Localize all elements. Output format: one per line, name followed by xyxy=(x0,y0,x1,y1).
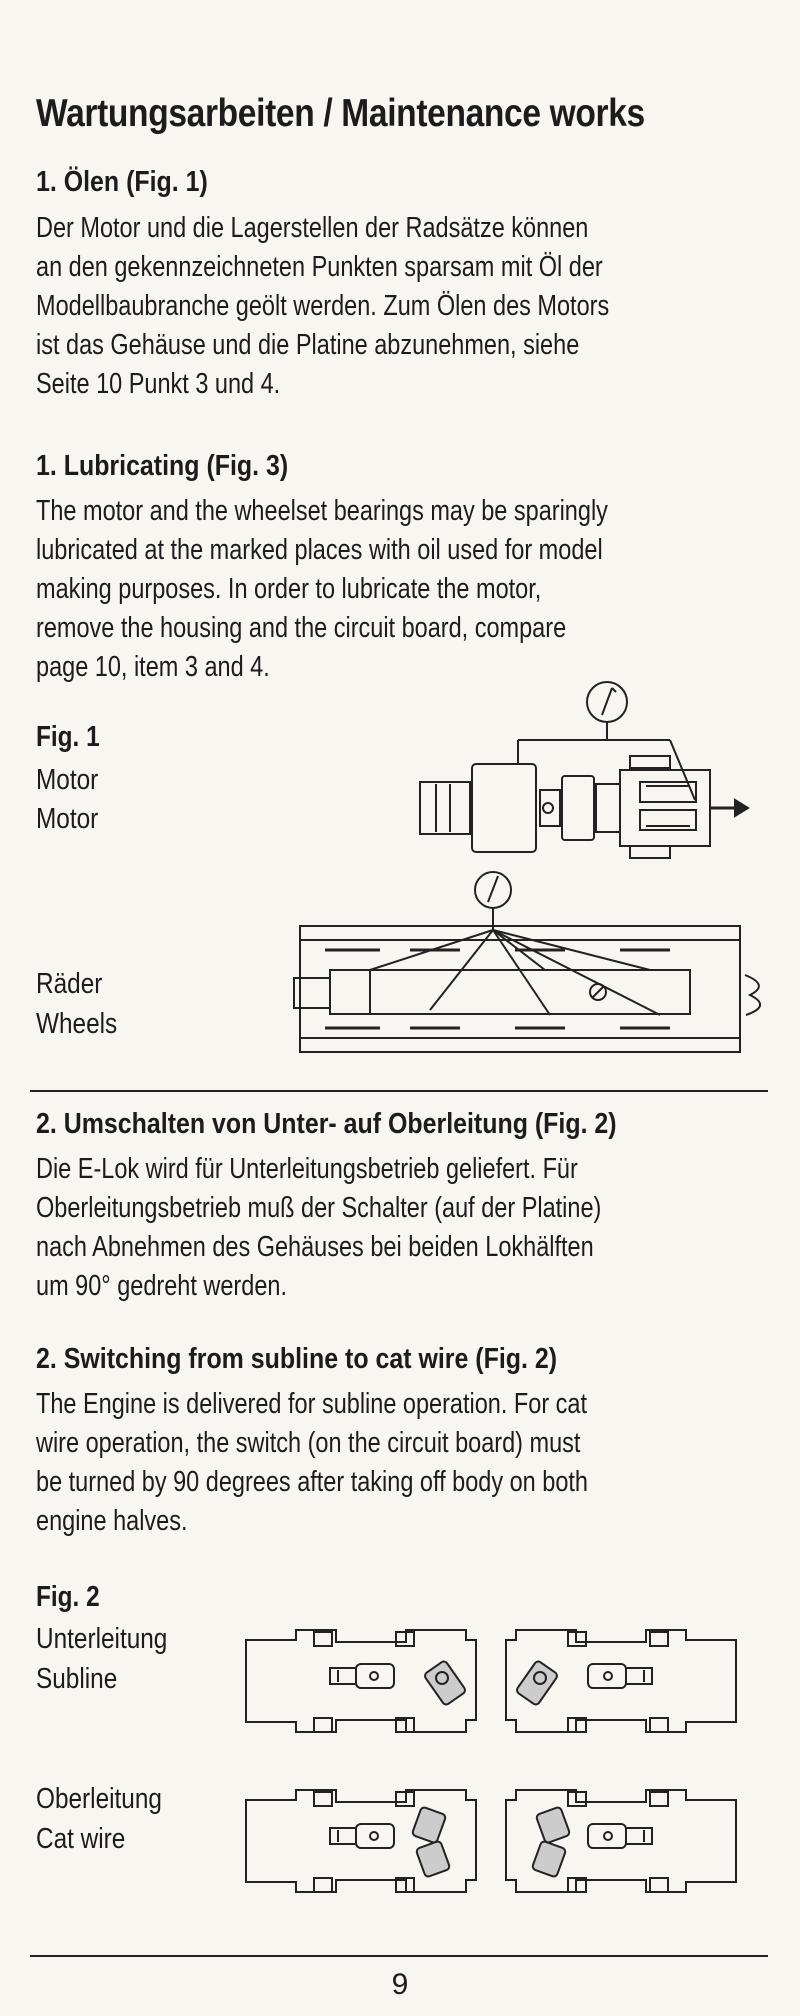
figure2-catwire-en-label: Cat wire xyxy=(36,1823,126,1855)
section1-en-line: lubricated at the marked places with oil used for model xyxy=(36,534,603,566)
figure1-drawing xyxy=(280,680,780,1060)
footer-divider xyxy=(30,1955,768,1957)
figure2-subline-en-label: Subline xyxy=(36,1663,118,1695)
section2-de-heading: 2. Umschalten von Unter- auf Oberleitung (Fig. 2) xyxy=(36,1108,617,1140)
section2-de-line: Die E-Lok wird für Unterleitungsbetrieb geliefert. Für xyxy=(36,1153,578,1185)
section1-de-heading: 1. Ölen (Fig. 1) xyxy=(36,166,208,198)
board-subline-left xyxy=(246,1630,476,1732)
section1-de-line: an den gekennzeichneten Punkten sparsam mit Öl der xyxy=(36,251,603,283)
section1-en-line: making purposes. In order to lubricate the motor, xyxy=(36,573,542,605)
section1-de-line: Seite 10 Punkt 3 und 4. xyxy=(36,368,281,400)
chassis-drawing xyxy=(294,926,760,1052)
figure2-drawing xyxy=(236,1620,756,1920)
section2-en-line: The Engine is delivered for subline operation. For cat xyxy=(36,1388,588,1420)
section1-en-line: page 10, item 3 and 4. xyxy=(36,651,270,683)
section1-en-line: remove the housing and the circuit board, compare xyxy=(36,612,567,644)
section2-en-heading: 2. Switching from subline to cat wire (Fig. 2) xyxy=(36,1343,558,1375)
section2-en-line: be turned by 90 degrees after taking off body on both xyxy=(36,1466,588,1498)
figure2-catwire-de-label: Oberleitung xyxy=(36,1783,162,1815)
section1-de-line: Der Motor und die Lagerstellen der Radsätze können xyxy=(36,212,589,244)
section2-de-line: um 90° gedreht werden. xyxy=(36,1270,287,1302)
board-catwire-left xyxy=(246,1790,476,1892)
figure1-wheels-en-label: Wheels xyxy=(36,1008,118,1040)
figure1-motor-en-label: Motor xyxy=(36,803,99,835)
section1-en-heading: 1. Lubricating (Fig. 3) xyxy=(36,450,289,482)
section1-de-line: Modellbaubranche geölt werden. Zum Ölen des Motors xyxy=(36,290,610,322)
motor-drawing xyxy=(420,756,748,858)
section2-de-paragraph xyxy=(36,1150,749,1306)
section2-de-line: nach Abnehmen des Gehäuses bei beiden Lokhälften xyxy=(36,1231,594,1263)
section2-en-line: engine halves. xyxy=(36,1505,188,1537)
section1-en-line: The motor and the wheelset bearings may be sparingly xyxy=(36,495,608,527)
figure2-title: Fig. 2 xyxy=(36,1581,100,1613)
section1-en-paragraph xyxy=(36,492,749,687)
section1-de-line: ist das Gehäuse und die Platine abzunehmen, siehe xyxy=(36,329,580,361)
oil-can-icon xyxy=(475,872,511,908)
figure1-title: Fig. 1 xyxy=(36,721,100,753)
page-title: Wartungsarbeiten / Maintenance works xyxy=(36,92,645,135)
figure1-wheels-de-label: Räder xyxy=(36,968,103,1000)
section2-de-line: Oberleitungsbetrieb muß der Schalter (auf der Platine) xyxy=(36,1192,602,1224)
board-catwire-right xyxy=(506,1790,736,1892)
page-number: 9 xyxy=(391,1968,409,2001)
section2-en-line: wire operation, the switch (on the circuit board) must xyxy=(36,1427,581,1459)
board-subline-right xyxy=(506,1630,736,1732)
section-divider xyxy=(30,1090,768,1092)
figure1-motor-de-label: Motor xyxy=(36,764,99,796)
section2-en-paragraph xyxy=(36,1385,749,1541)
figure2-subline-de-label: Unterleitung xyxy=(36,1623,168,1655)
section1-de-paragraph xyxy=(36,209,749,404)
oil-can-icon xyxy=(587,682,627,722)
